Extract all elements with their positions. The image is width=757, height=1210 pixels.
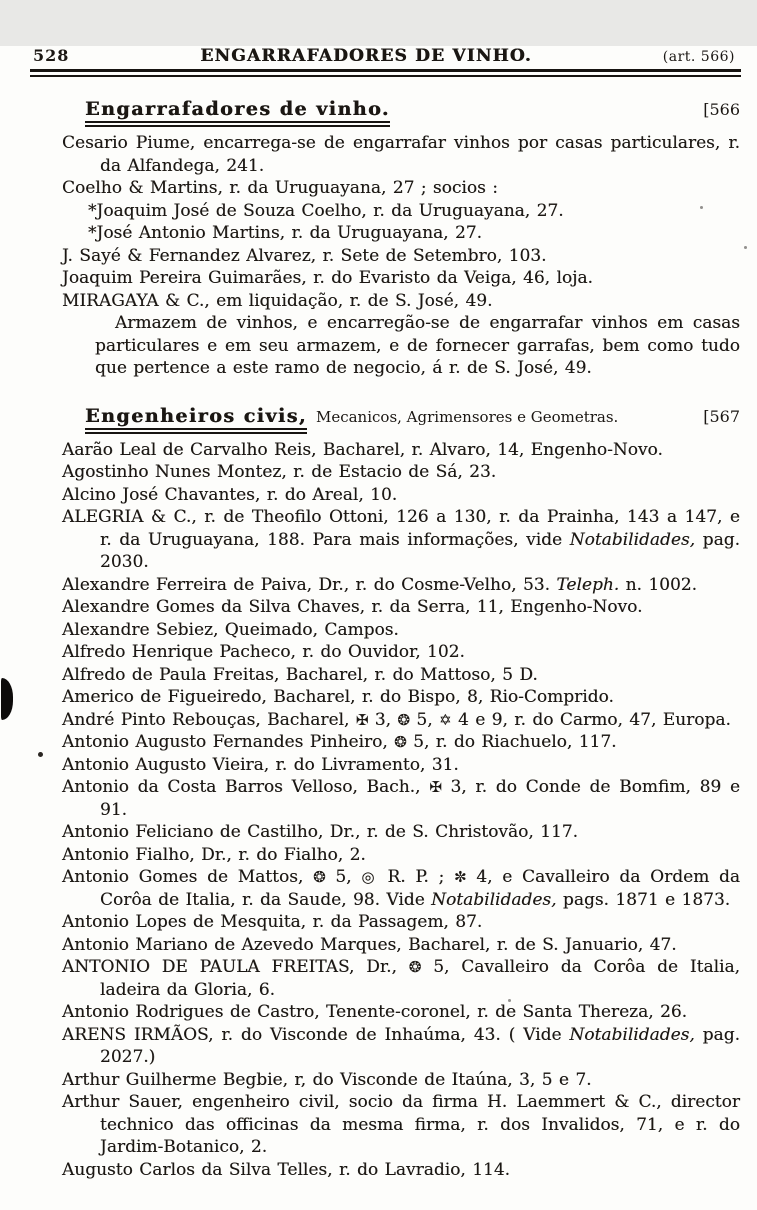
- scanned-directory-page: [0, 46, 757, 1210]
- directory-entry: Agostinho Nunes Montez, r. de Estacio de Sá, 23.: [62, 462, 497, 482]
- entry-list: [62, 132, 740, 380]
- directory-entry: Coelho & Martins, r. da Uruguayana, 27 ; socios :: [62, 178, 498, 198]
- directory-entry: J. Sayé & Fernandez Alvarez, r. Sete de Setembro, 103.: [62, 245, 547, 266]
- section-number: [567: [703, 406, 740, 426]
- directory-entry: Cesario Piume, encarrega-se de engarrafar vinhos por casas particulares, r. da Alfandega, 241.: [62, 133, 740, 176]
- directory-entry: Aarão Leal de Carvalho Reis, Bacharel, r. Alvaro, 14, Engenho-Novo.: [62, 439, 663, 460]
- directory-entry: Antonio Fialho, Dr., r. do Fialho, 2.: [62, 844, 366, 865]
- directory-entry: Augusto Carlos da Silva Telles, r. do Lavradio, 114.: [62, 1159, 511, 1180]
- directory-entry: Antonio Rodrigues de Castro, Tenente-coronel, r. de Santa Thereza, 26.: [62, 1002, 688, 1022]
- running-title: ENGARRAFADORES DE VINHO.: [200, 46, 532, 66]
- star-icon: ✡: [439, 710, 452, 729]
- paper-speck: [508, 999, 511, 1002]
- section-title: Engenheiros civis,: [85, 405, 307, 434]
- directory-entry: Antonio Lopes de Mesquita, r. da Passagem, 87.: [62, 912, 483, 932]
- section-subtitle: Mecanicos, Agrimensores e Geometras.: [315, 407, 619, 426]
- directory-entry: Arthur Guilherme Begbie, r, do Visconde de Itaúna, 3, 5 e 7.: [62, 1069, 592, 1090]
- section-engenheiros-civis: [0, 405, 757, 1182]
- running-header: [33, 46, 735, 66]
- directory-entry: Alexandre Ferreira de Paiva, Dr., r. do Cosme-Velho, 53. Teleph. n. 1002.: [62, 574, 698, 595]
- directory-entry: Arthur Sauer, engenheiro civil, socio da firma H. Laemmert & C., director technico das officinas da mesma firma, r. dos Invalidos, 71, e r. do Jardim-Botanico, 2.: [62, 1092, 740, 1157]
- maltese-cross-icon: ✠: [355, 710, 369, 729]
- paper-speck: [744, 246, 747, 249]
- paper-speck: [700, 206, 703, 209]
- directory-entry: Americo de Figueiredo, Bacharel, r. do Bispo, 8, Rio-Comprido.: [62, 687, 614, 707]
- rosette-medal-icon: ❂: [397, 710, 410, 729]
- directory-entry: Alexandre Gomes da Silva Chaves, r. da Serra, 11, Engenho-Novo.: [62, 597, 643, 617]
- rosette-medal-icon: ❂: [313, 868, 326, 886]
- directory-entry: ANTONIO DE PAULA FREITAS, Dr., ❂ 5, Cavalleiro da Corôa de Italia, ladeira da Gloria, 6.: [62, 957, 741, 1000]
- directory-entry: *José Antonio Martins, r. da Uruguayana, 27.: [88, 223, 482, 243]
- directory-entry: *Joaquim José de Souza Coelho, r. da Uruguayana, 27.: [88, 200, 564, 221]
- section-heading: [62, 98, 740, 127]
- ink-dot-mark: [38, 752, 43, 757]
- asterisk-star-icon: ✼: [454, 868, 467, 886]
- directory-entry: Antonio Feliciano de Castilho, Dr., r. de S. Christovão, 117.: [62, 822, 579, 842]
- section-title: Engarrafadores de vinho.: [85, 98, 390, 127]
- directory-entry: André Pinto Rebouças, Bacharel, ✠ 3, ❂ 5, ✡ 4 e 9, r. do Carmo, 47, Europa.: [62, 709, 731, 730]
- directory-entry: Alfredo de Paula Freitas, Bacharel, r. do Mattoso, 5 D.: [62, 664, 538, 685]
- section-engarrafadores-de-vinho: [0, 98, 757, 380]
- directory-entry: ALEGRIA & C., r. de Theofilo Ottoni, 126 a 130, r. da Prainha, 143 a 147, e r. da Uruguayana, 188. Para mais informações, vide Notabilidades, pag. 2030.: [62, 507, 740, 572]
- directory-entry: Joaquim Pereira Guimarães, r. do Evaristo da Veiga, 46, loja.: [62, 268, 593, 288]
- article-reference: (art. 566): [662, 49, 735, 65]
- page-number: 528: [33, 46, 70, 65]
- directory-entry: Antonio Augusto Vieira, r. do Livramento, 31.: [62, 754, 459, 775]
- header-rule: [30, 69, 741, 77]
- section-number: [566: [703, 100, 740, 119]
- entry-list: [62, 439, 740, 1182]
- rosette-medal-icon: ❂: [394, 733, 407, 751]
- maltese-cross-icon: ✠: [429, 778, 442, 796]
- directory-entry: Alfredo Henrique Pacheco, r. do Ouvidor, 102.: [62, 642, 465, 662]
- directory-entry: Armazem de vinhos, e encarregão-se de engarrafar vinhos em casas particulares e em seu armazem, e de fornecer garrafas, bem como tudo que pertence a este ramo de negocio, á r. de S. José, 49.: [95, 313, 740, 378]
- directory-entry: ARENS IRMÃOS, r. do Visconde de Inhaúma, 43. ( Vide Notabilidades, pag. 2027.): [62, 1024, 740, 1067]
- directory-entry: Antonio Augusto Fernandes Pinheiro, ❂ 5, r. do Riachuelo, 117.: [62, 732, 617, 752]
- directory-entry: Alcino José Chavantes, r. do Areal, 10.: [62, 484, 398, 505]
- section-heading: [62, 405, 740, 434]
- directory-entry: Antonio Gomes de Mattos, ❂ 5, ◎ R. P. ; ✼ 4, e Cavalleiro da Ordem da Corôa de Italia, r. da Saude, 98. Vide Notabilidades, pags. 1871 e 1873.: [62, 867, 741, 910]
- directory-entry: Alexandre Sebiez, Queimado, Campos.: [62, 619, 399, 640]
- directory-entry: Antonio Mariano de Azevedo Marques, Bacharel, r. de S. Januario, 47.: [62, 934, 677, 955]
- directory-entry: MIRAGAYA & C., em liquidação, r. de S. José, 49.: [62, 290, 493, 311]
- double-circle-icon: ◎: [361, 868, 378, 886]
- rosette-medal-icon: ❂: [408, 958, 422, 976]
- directory-entry: Antonio da Costa Barros Velloso, Bach., ✠ 3, r. do Conde de Bomfim, 89 e 91.: [62, 777, 741, 820]
